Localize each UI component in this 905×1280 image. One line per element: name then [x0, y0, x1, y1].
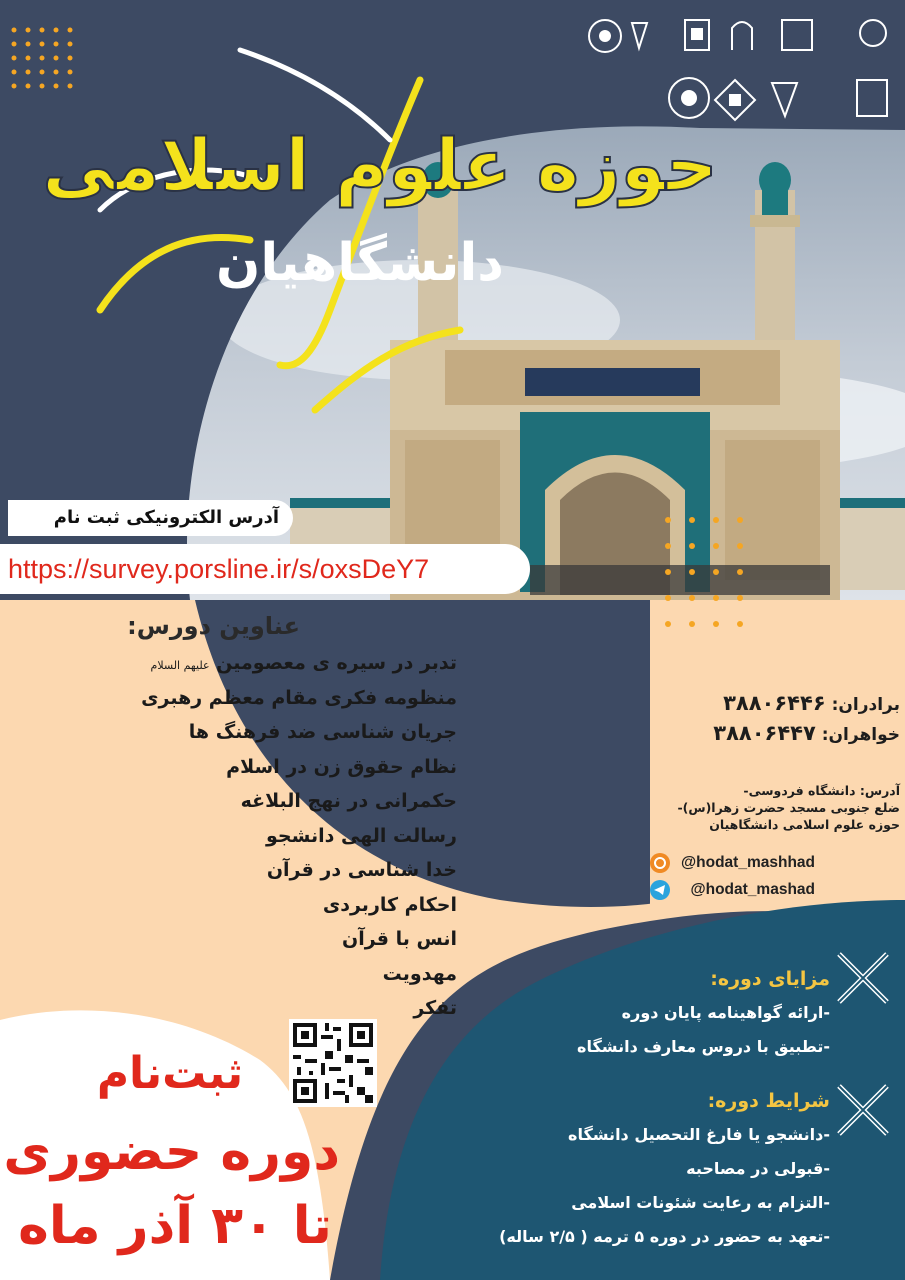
benefit-item: -ارائه گواهینامه پایان دوره [621, 1003, 830, 1022]
calligraphy-title [42, 10, 718, 430]
title-line2: دانشگاهیان [216, 233, 504, 293]
cta-deadline: تا ۳۰ آذر ماه [18, 1196, 332, 1256]
condition-item: -التزام به رعایت شئونات اسلامی [571, 1193, 830, 1212]
topic-item: تدبر در سیره ی معصومین علیهم السلام [150, 652, 457, 674]
benefit-item: -تطبیق با دروس معارف دانشگاه [577, 1037, 830, 1056]
topic-item: تفکر [413, 997, 457, 1019]
topic-item: مهدویت [382, 962, 457, 985]
eitaa-icon[interactable] [650, 853, 670, 873]
university-logos [587, 8, 897, 133]
title-line1: حوزه علوم اسلامی [42, 123, 718, 207]
condition-item: -قبولی در مصاحبه [686, 1159, 830, 1178]
conditions-title: شرایط دوره: [707, 1090, 830, 1112]
sisters-phone-row: خواهران: ۳۸۸۰۶۴۴۷ [713, 721, 900, 745]
registration-url[interactable]: https://survey.porsline.ir/s/oxsDeY7 [0, 544, 530, 594]
benefits-and-conditions [499, 962, 830, 1254]
telegram-handle[interactable]: @hodat_mashad [690, 881, 815, 898]
phone-numbers [713, 688, 900, 748]
cta-course: دوره حضوری [3, 1122, 340, 1182]
sisters-phone[interactable]: ۳۸۸۰۶۴۴۷ [713, 721, 816, 745]
address-line: ضلع جنوبی مسجد حضرت زهرا(س)- [677, 800, 900, 815]
calligraphy-swash [42, 10, 718, 430]
topic-item: انس با قرآن [342, 928, 457, 950]
telegram-icon[interactable] [650, 880, 670, 900]
topic-item: رسالت الهی دانشجو [266, 824, 457, 847]
condition-item: -تعهد به حضور در دوره ۵ ترمه ( ۲/۵ ساله) [499, 1227, 830, 1246]
topic-item: حکمرانی در نهج البلاغه [240, 790, 457, 812]
topic-item: احکام کاربردی [322, 893, 457, 916]
topics-list [141, 646, 457, 1026]
x-mark-icon [833, 1080, 893, 1140]
condition-item: -دانشجو یا فارغ التحصیل دانشگاه [568, 1125, 830, 1144]
dot-grid-middle [658, 510, 768, 650]
address-line: حوزه علوم اسلامی دانشگاهیان [709, 817, 900, 832]
cta-register: ثبت‌نام [96, 1048, 244, 1099]
topic-item: جریان شناسی ضد فرهنگ ها [188, 721, 457, 743]
x-mark-icon [833, 948, 893, 1008]
eitaa-handle[interactable]: @hodat_mashhad [681, 854, 815, 871]
topic-item: نظام حقوق زن در اسلام [226, 755, 457, 778]
brothers-phone-row: برادران: ۳۸۸۰۶۴۴۶ [723, 691, 900, 715]
topics-heading: عناوین دورس: [127, 612, 300, 640]
partner-logos [587, 8, 897, 137]
address [677, 782, 900, 833]
qr-code[interactable] [289, 1019, 377, 1107]
topic-item: خدا شناسی در قرآن [266, 859, 457, 881]
registration-label: آدرس الکترونیکی ثبت نام [8, 500, 293, 536]
benefits-title: مزایای دوره: [710, 968, 830, 990]
brothers-phone[interactable]: ۳۸۸۰۶۴۴۶ [723, 691, 826, 715]
topic-item: منظومه فکری مقام معظم رهبری [141, 686, 457, 709]
address-line: آدرس: دانشگاه فردوسی- [743, 783, 900, 798]
